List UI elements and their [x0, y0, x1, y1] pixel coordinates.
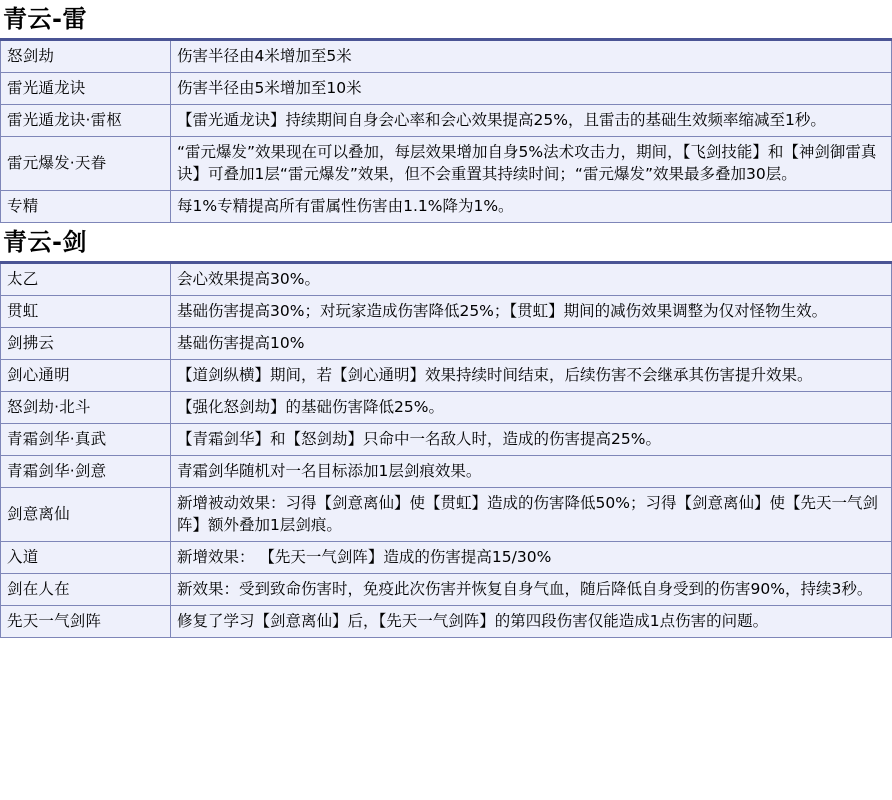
- skill-description: 伤害半径由5米增加至10米: [171, 73, 892, 105]
- skill-description: “雷元爆发”效果现在可以叠加，每层效果增加自身5%法术攻击力，期间，【飞剑技能】和【神剑御雷真诀】可叠加1层“雷元爆发”效果，但不会重置其持续时间；“雷元爆发”效果最多叠加30层。: [171, 137, 892, 191]
- skill-name: 剑在人在: [1, 574, 171, 606]
- skill-description: 【强化怒剑劫】的基础伤害降低25%。: [171, 392, 892, 424]
- skill-description: 【雷光遁龙诀】持续期间自身会心率和会心效果提高25%，且雷击的基础生效频率缩减至1秒。: [171, 105, 892, 137]
- skill-name: 剑心通明: [1, 360, 171, 392]
- table-row: [1, 542, 892, 574]
- table-row: [1, 488, 892, 542]
- table-row: [1, 296, 892, 328]
- skill-name: 剑意离仙: [1, 488, 171, 542]
- skill-description: 新增被动效果：习得【剑意离仙】使【贯虹】造成的伤害降低50%；习得【剑意离仙】使【先天一气剑阵】额外叠加1层剑痕。: [171, 488, 892, 542]
- skill-description: 每1%专精提高所有雷属性伤害由1.1%降为1%。: [171, 191, 892, 223]
- table-row: [1, 328, 892, 360]
- table-row: [1, 574, 892, 606]
- skill-description: 修复了学习【剑意离仙】后，【先天一气剑阵】的第四段伤害仅能造成1点伤害的问题。: [171, 606, 892, 638]
- skill-name: 先天一气剑阵: [1, 606, 171, 638]
- table-row: [1, 191, 892, 223]
- skill-description: 伤害半径由4米增加至5米: [171, 40, 892, 73]
- section-header-row: [1, 223, 892, 263]
- section-title: 青云-剑: [1, 223, 892, 263]
- skill-name: 雷光遁龙诀·雷枢: [1, 105, 171, 137]
- skill-name: 贯虹: [1, 296, 171, 328]
- skill-name: 专精: [1, 191, 171, 223]
- skill-description: 新增效果： 【先天一气剑阵】造成的伤害提高15/30%: [171, 542, 892, 574]
- skill-description: 新效果：受到致命伤害时，免疫此次伤害并恢复自身气血，随后降低自身受到的伤害90%，持续3秒。: [171, 574, 892, 606]
- skill-description: 青霜剑华随机对一名目标添加1层剑痕效果。: [171, 456, 892, 488]
- table-row: [1, 137, 892, 191]
- skill-name: 剑拂云: [1, 328, 171, 360]
- table-row: [1, 456, 892, 488]
- skill-name: 雷光遁龙诀: [1, 73, 171, 105]
- table-row: [1, 606, 892, 638]
- skill-description: 会心效果提高30%。: [171, 263, 892, 296]
- skill-description: 基础伤害提高10%: [171, 328, 892, 360]
- skill-name: 入道: [1, 542, 171, 574]
- skill-name: 怒剑劫: [1, 40, 171, 73]
- table-row: [1, 392, 892, 424]
- section-header-row: [1, 0, 892, 40]
- table-row: [1, 424, 892, 456]
- table-body: [1, 0, 892, 638]
- table-row: [1, 73, 892, 105]
- skill-name: 怒剑劫·北斗: [1, 392, 171, 424]
- skill-description: 基础伤害提高30%；对玩家造成伤害降低25%；【贯虹】期间的减伤效果调整为仅对怪物生效。: [171, 296, 892, 328]
- table-row: [1, 360, 892, 392]
- table-row: [1, 40, 892, 73]
- table-row: [1, 105, 892, 137]
- skill-description: 【道剑纵横】期间，若【剑心通明】效果持续时间结束，后续伤害不会继承其伤害提升效果。: [171, 360, 892, 392]
- skill-name: 太乙: [1, 263, 171, 296]
- skill-name: 青霜剑华·剑意: [1, 456, 171, 488]
- skill-description: 【青霜剑华】和【怒剑劫】只命中一名敌人时，造成的伤害提高25%。: [171, 424, 892, 456]
- skill-name: 青霜剑华·真武: [1, 424, 171, 456]
- table-row: [1, 263, 892, 296]
- skill-name: 雷元爆发·天眷: [1, 137, 171, 191]
- section-title: 青云-雷: [1, 0, 892, 40]
